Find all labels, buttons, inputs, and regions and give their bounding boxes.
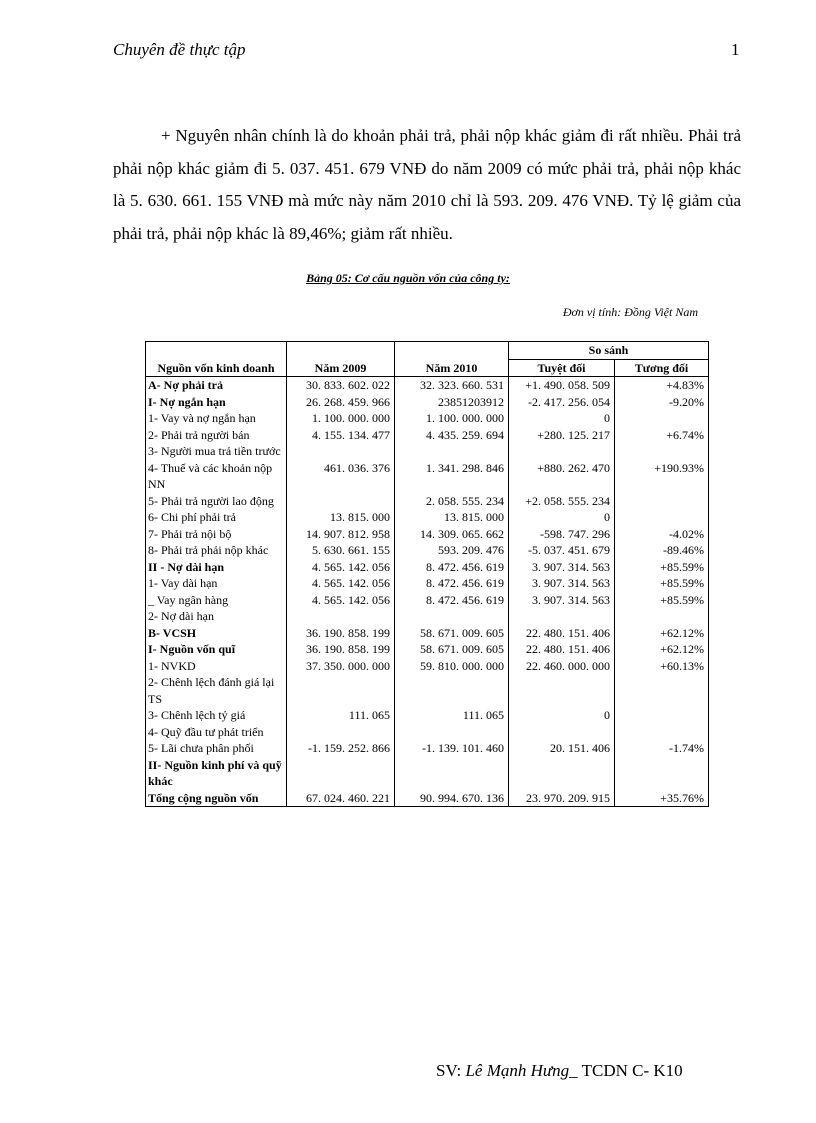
footer-suffix: _ TCDN C- K10 xyxy=(569,1061,683,1080)
table-row xyxy=(146,427,709,444)
footer xyxy=(436,1061,683,1081)
row-relative: +60.13% xyxy=(615,658,709,675)
table-row xyxy=(146,394,709,411)
row-relative xyxy=(615,443,709,460)
footer-student-name: Lê Mạnh Hưng xyxy=(465,1061,570,1080)
row-name: 2- Phải trả người bán xyxy=(146,427,287,444)
row-year-2010 xyxy=(395,443,509,460)
row-year-2009: 461. 036. 376 xyxy=(287,460,395,493)
row-absolute xyxy=(509,757,615,790)
row-year-2010: 2. 058. 555. 234 xyxy=(395,493,509,510)
table-row xyxy=(146,641,709,658)
row-absolute: +1. 490. 058. 509 xyxy=(509,377,615,394)
table-row xyxy=(146,658,709,675)
row-year-2009: 30. 833. 602. 022 xyxy=(287,377,395,394)
row-absolute: 3. 907. 314. 563 xyxy=(509,575,615,592)
row-year-2010: 8. 472. 456. 619 xyxy=(395,575,509,592)
row-relative xyxy=(615,707,709,724)
row-name: Tổng cộng nguồn vốn xyxy=(146,790,287,807)
row-name: I- Nguồn vốn quĩ xyxy=(146,641,287,658)
row-year-2010: 1. 341. 298. 846 xyxy=(395,460,509,493)
row-relative xyxy=(615,410,709,427)
row-year-2009: 1. 100. 000. 000 xyxy=(287,410,395,427)
row-year-2010: 59. 810. 000. 000 xyxy=(395,658,509,675)
row-absolute: 0 xyxy=(509,707,615,724)
row-absolute: 3. 907. 314. 563 xyxy=(509,592,615,609)
row-year-2009: 13. 815. 000 xyxy=(287,509,395,526)
row-name: 2- Chênh lệch đánh giá lại TS xyxy=(146,674,287,707)
page-number: 1 xyxy=(731,40,740,59)
row-name: II- Nguồn kinh phí và quỹ khác xyxy=(146,757,287,790)
row-name: 2- Nợ dài hạn xyxy=(146,608,287,625)
row-year-2010: 8. 472. 456. 619 xyxy=(395,559,509,576)
row-relative: +85.59% xyxy=(615,575,709,592)
row-absolute xyxy=(509,674,615,707)
footer-prefix: SV: xyxy=(436,1061,466,1080)
row-absolute: 22. 460. 000. 000 xyxy=(509,658,615,675)
row-absolute: 0 xyxy=(509,410,615,427)
row-year-2009 xyxy=(287,443,395,460)
table-row xyxy=(146,757,709,790)
header-title: Chuyên đề thực tập xyxy=(113,40,246,59)
row-relative xyxy=(615,674,709,707)
table-row xyxy=(146,443,709,460)
table-row xyxy=(146,493,709,510)
row-absolute: -598. 747. 296 xyxy=(509,526,615,543)
row-year-2010: 593. 209. 476 xyxy=(395,542,509,559)
body-paragraph: + Nguyên nhân chính là do khoản phải trả, phải nộp khác giảm đi rất nhiều. Phải trả phải nộp khác giảm đi 5. 037. 451. 679 VNĐ do năm 2009 có mức phải trả, phải nộp khác là 5. 630. 661. 155 VNĐ mà mức này năm 2010 chỉ là 593. 209. 476 VNĐ. Tỷ lệ giảm của phải trả, phải nộp khác là 89,46%; giảm rất nhiều. xyxy=(113,126,741,243)
row-absolute: +280. 125. 217 xyxy=(509,427,615,444)
row-absolute: -2. 417. 256. 054 xyxy=(509,394,615,411)
row-year-2009: 67. 024. 460. 221 xyxy=(287,790,395,807)
row-name: _ Vay ngân hàng xyxy=(146,592,287,609)
row-year-2010 xyxy=(395,757,509,790)
row-relative: +62.12% xyxy=(615,625,709,642)
row-relative: +190.93% xyxy=(615,460,709,493)
row-year-2010: 90. 994. 670. 136 xyxy=(395,790,509,807)
row-relative: +85.59% xyxy=(615,592,709,609)
row-relative: +35.76% xyxy=(615,790,709,807)
table-row xyxy=(146,625,709,642)
row-year-2009: 4. 565. 142. 056 xyxy=(287,575,395,592)
row-absolute: +2. 058. 555. 234 xyxy=(509,493,615,510)
row-year-2009: 111. 065 xyxy=(287,707,395,724)
table-body xyxy=(146,377,709,807)
capital-structure-table xyxy=(145,341,709,807)
table-row xyxy=(146,559,709,576)
table-row xyxy=(146,592,709,609)
row-absolute: 22. 480. 151. 406 xyxy=(509,641,615,658)
row-name: A- Nợ phải trả xyxy=(146,377,287,394)
row-year-2009 xyxy=(287,724,395,741)
row-relative xyxy=(615,509,709,526)
table-row xyxy=(146,608,709,625)
row-year-2009: 4. 155. 134. 477 xyxy=(287,427,395,444)
row-year-2009: 36. 190. 858. 199 xyxy=(287,641,395,658)
row-name: 5- Phải trả người lao động xyxy=(146,493,287,510)
row-year-2009: 37. 350. 000. 000 xyxy=(287,658,395,675)
row-relative: -4.02% xyxy=(615,526,709,543)
table-row xyxy=(146,410,709,427)
header-absolute: Tuyệt đối xyxy=(509,359,615,377)
table-caption: Bảng 05: Cơ cấu nguồn vốn của công ty: xyxy=(306,271,510,285)
row-name: 6- Chi phí phải trả xyxy=(146,509,287,526)
row-name: B- VCSH xyxy=(146,625,287,642)
row-absolute: 0 xyxy=(509,509,615,526)
row-year-2010: 32. 323. 660. 531 xyxy=(395,377,509,394)
row-year-2010: -1. 139. 101. 460 xyxy=(395,740,509,757)
row-name: 4- Quỹ đầu tư phát triển xyxy=(146,724,287,741)
row-year-2010 xyxy=(395,608,509,625)
row-name: 4- Thuế và các khoản nộp NN xyxy=(146,460,287,493)
row-relative: +85.59% xyxy=(615,559,709,576)
table-row xyxy=(146,740,709,757)
row-absolute: -5. 037. 451. 679 xyxy=(509,542,615,559)
header-compare: So sánh xyxy=(509,342,709,360)
row-year-2009 xyxy=(287,493,395,510)
row-year-2009: 14. 907. 812. 958 xyxy=(287,526,395,543)
row-absolute xyxy=(509,724,615,741)
row-year-2010: 111. 065 xyxy=(395,707,509,724)
row-year-2010: 13. 815. 000 xyxy=(395,509,509,526)
row-relative xyxy=(615,757,709,790)
row-relative: +6.74% xyxy=(615,427,709,444)
row-name: 1- Vay dài hạn xyxy=(146,575,287,592)
row-year-2009 xyxy=(287,674,395,707)
row-relative: -9.20% xyxy=(615,394,709,411)
row-year-2010: 4. 435. 259. 694 xyxy=(395,427,509,444)
row-year-2009: 36. 190. 858. 199 xyxy=(287,625,395,642)
row-name: I- Nợ ngắn hạn xyxy=(146,394,287,411)
row-name: 3- Người mua trả tiền trước xyxy=(146,443,287,460)
row-relative: -1.74% xyxy=(615,740,709,757)
table-row xyxy=(146,724,709,741)
header-year-2010: Năm 2010 xyxy=(395,342,509,377)
row-year-2010 xyxy=(395,674,509,707)
table-row xyxy=(146,526,709,543)
row-name: 1- Vay và nợ ngắn hạn xyxy=(146,410,287,427)
row-relative xyxy=(615,608,709,625)
header-year-2009: Năm 2009 xyxy=(287,342,395,377)
row-year-2009: -1. 159. 252. 866 xyxy=(287,740,395,757)
row-relative xyxy=(615,493,709,510)
row-absolute: 23. 970. 209. 915 xyxy=(509,790,615,807)
row-year-2010: 8. 472. 456. 619 xyxy=(395,592,509,609)
row-year-2009: 26. 268. 459. 966 xyxy=(287,394,395,411)
row-year-2010: 1. 100. 000. 000 xyxy=(395,410,509,427)
row-year-2010: 23851203912 xyxy=(395,394,509,411)
row-name: 1- NVKD xyxy=(146,658,287,675)
unit-note: Đơn vị tính: Đồng Việt Nam xyxy=(562,305,698,319)
row-absolute: 22. 480. 151. 406 xyxy=(509,625,615,642)
row-name: II - Nợ dài hạn xyxy=(146,559,287,576)
row-absolute: 20. 151. 406 xyxy=(509,740,615,757)
table-row xyxy=(146,707,709,724)
row-name: 3- Chênh lệch tỷ giá xyxy=(146,707,287,724)
table-row xyxy=(146,674,709,707)
header-source: Nguồn vốn kinh doanh xyxy=(146,342,287,377)
header-relative: Tương đối xyxy=(615,359,709,377)
row-absolute xyxy=(509,443,615,460)
row-year-2010: 58. 671. 009. 605 xyxy=(395,625,509,642)
row-year-2009: 5. 630. 661. 155 xyxy=(287,542,395,559)
table-row xyxy=(146,377,709,394)
row-year-2010 xyxy=(395,724,509,741)
table-row xyxy=(146,575,709,592)
row-absolute: +880. 262. 470 xyxy=(509,460,615,493)
row-year-2009: 4. 565. 142. 056 xyxy=(287,592,395,609)
row-relative xyxy=(615,724,709,741)
table-row xyxy=(146,790,709,807)
row-absolute xyxy=(509,608,615,625)
row-relative: -89.46% xyxy=(615,542,709,559)
table-row xyxy=(146,460,709,493)
row-relative: +4.83% xyxy=(615,377,709,394)
row-year-2010: 14. 309. 065. 662 xyxy=(395,526,509,543)
table-row xyxy=(146,542,709,559)
row-year-2009 xyxy=(287,757,395,790)
row-name: 5- Lãi chưa phân phối xyxy=(146,740,287,757)
row-name: 8- Phải trả phải nộp khác xyxy=(146,542,287,559)
row-year-2010: 58. 671. 009. 605 xyxy=(395,641,509,658)
row-year-2009: 4. 565. 142. 056 xyxy=(287,559,395,576)
row-name: 7- Phải trả nội bộ xyxy=(146,526,287,543)
row-year-2009 xyxy=(287,608,395,625)
row-absolute: 3. 907. 314. 563 xyxy=(509,559,615,576)
table-row xyxy=(146,509,709,526)
row-relative: +62.12% xyxy=(615,641,709,658)
